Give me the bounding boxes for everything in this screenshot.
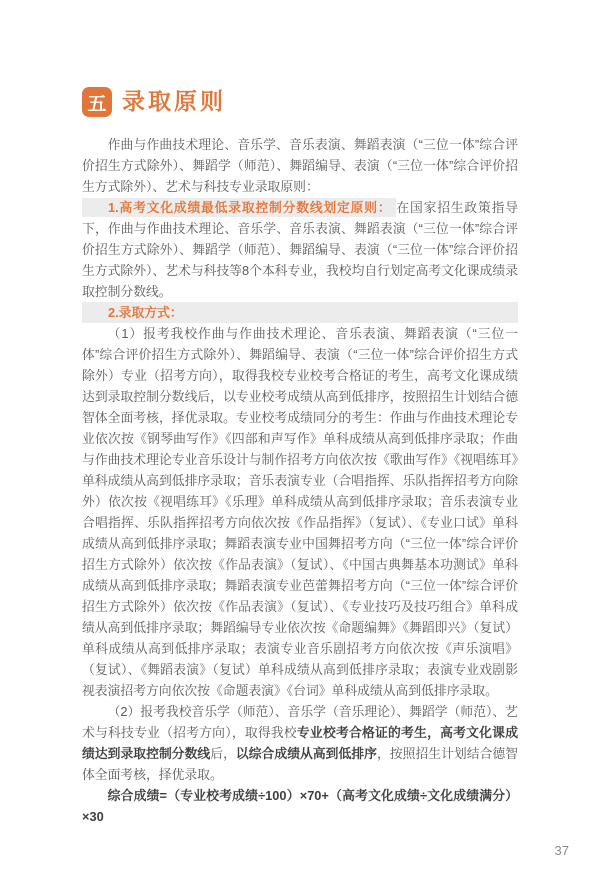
section-number-badge: 五 [82, 87, 112, 117]
page-number: 37 [554, 843, 569, 858]
intro-paragraph: 作曲与作曲技术理论、音乐学、音乐表演、舞蹈表演（“三位一体”综合评价招生方式除外）、舞蹈学（师范）、舞蹈编导、表演（“三位一体”综合评价招生方式除外）、艺术与科技专业录取原则： [82, 137, 518, 194]
composite-score-formula: 综合成绩=（专业校考成绩÷100）×70+（高考文化成绩÷文化成绩满分）×30 [82, 788, 518, 824]
rule1-body-text: 在国家招生政策指导下，作曲与作曲技术理论、音乐学、音乐表演、舞蹈表演（“三位一体”综合评价招生方式除外）、舞蹈学（师范）、舞蹈编导、表演（“三位一体”综合评价招生方式除外）、艺术与科技等8个本科专业，我校均自行划定高考文化课成绩录取控制分数线。 [82, 200, 518, 299]
item2-paragraph: （2）报考我校音乐学（师范）、音乐学（音乐理论）、舞蹈学（师范）、艺术与科技专业（招考方向），取得我校专业校考合格证的考生，高考文化课成绩达到录取控制分数线后，以综合成绩从高到低排序，按照招生计划结合德智体全面考核，择优录取。 [82, 704, 519, 782]
section-header [82, 87, 226, 117]
rule2-heading-highlight: 2.录取方式： [82, 302, 518, 323]
item1-paragraph: （1）报考我校作曲与作曲技术理论、音乐表演、舞蹈表演（“三位一体”综合评价招生方式除外）、舞蹈编导、表演（“三位一体”综合评价招生方式除外）专业（招考方向），取得我校专业校考合格证的考生，高考文化课成绩达到录取控制分数线后，以专业校考成绩从高到低排序，按照招生计划结合德智体全面考核，择优录取。专业校考成绩同分的考生：作曲与作曲技术理论专业依次按《钢琴曲写作》《四部和声写作》单科成绩从高到低排序录取；作曲与作曲技术理论专业音乐设计与制作招考方向依次按《歌曲写作》《视唱练耳》单科成绩从高到低排序录取；音乐表演专业（合唱指挥、乐队指挥招考方向除外）依次按《视唱练耳》《乐理》单科成绩从高到低排序录取；音乐表演专业合唱指挥、乐队指挥招考方向依次按《作品指挥》（复试）、《专业口试》单科成绩从高到低排序录取；舞蹈表演专业中国舞招考方向（“三位一体”综合评价招生方式除外）依次按《作品表演》（复试）、《中国古典舞基本功测试》单科成绩从高到低排序录取；舞蹈表演专业芭蕾舞招考方向（“三位一体”综合评价招生方式除外）依次按《作品表演》（复试）、《专业技巧及技巧组合》单科成绩从高到低排序录取；舞蹈编导专业依次按《命题编舞》《舞蹈即兴》（复试）单科成绩从高到低排序录取；表演专业音乐剧招考方向依次按《声乐演唱》（复试）、《舞蹈表演》（复试）单科成绩从高到低排序录取；表演专业戏剧影视表演招考方向依次按《命题表演》《台词》单科成绩从高到低排序录取。 [82, 326, 518, 698]
rule1-heading-highlight: 1.高考文化成绩最低录取控制分数线划定原则： [82, 198, 396, 217]
rule1-paragraph [82, 197, 518, 302]
document-body [82, 134, 518, 827]
section-title: 录取原则 [122, 88, 226, 115]
